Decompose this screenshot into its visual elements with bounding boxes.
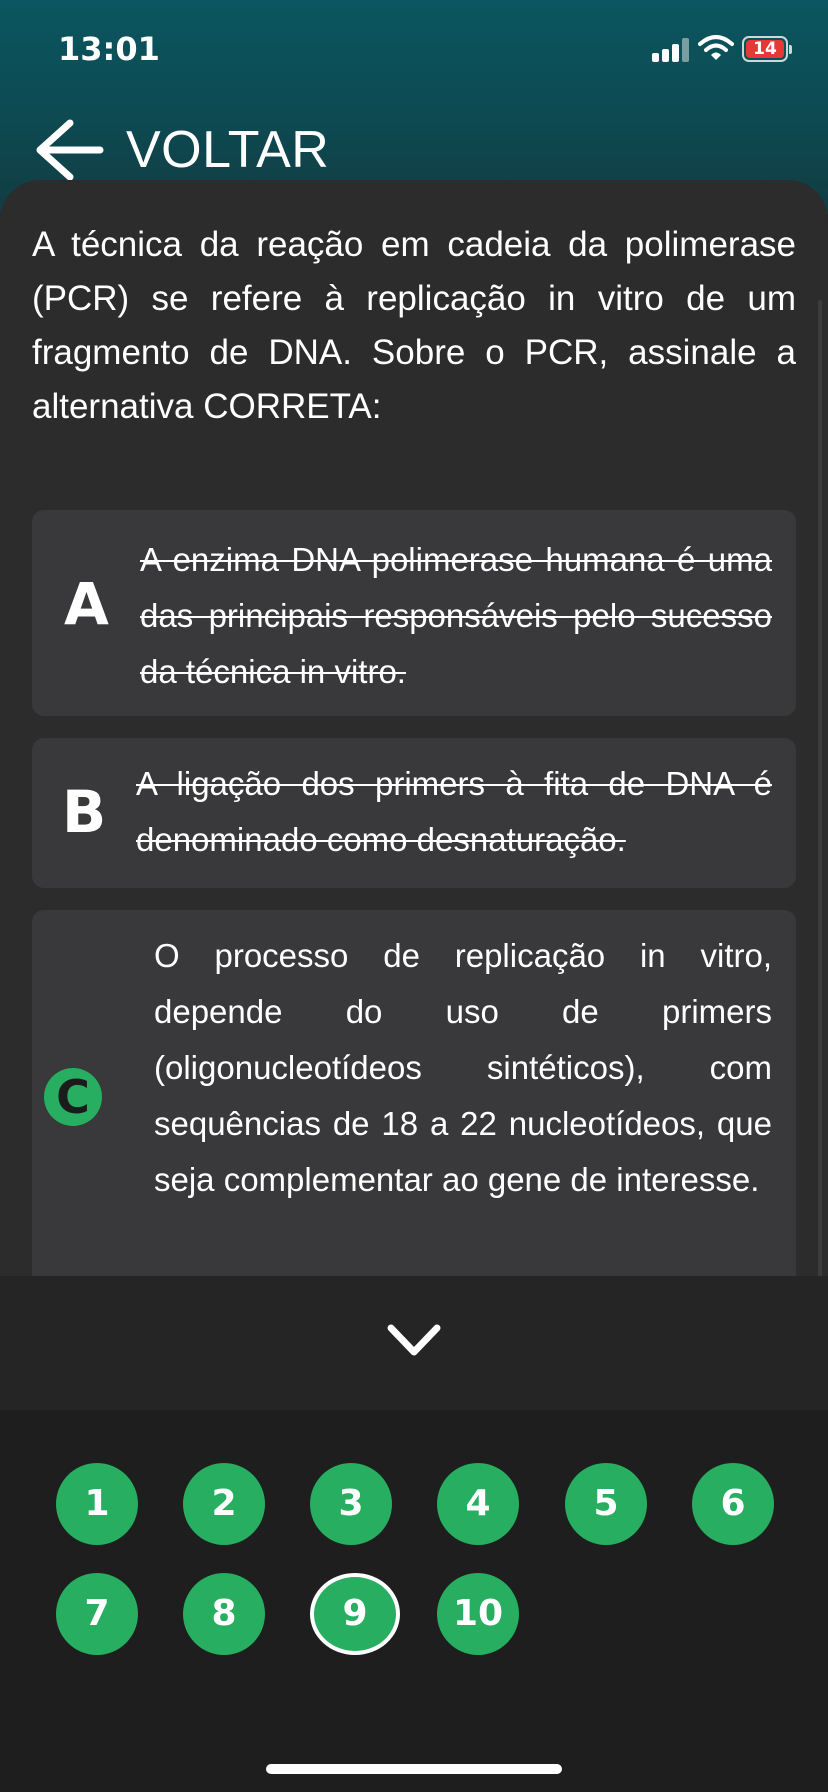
question-number-3[interactable]: 3	[310, 1463, 392, 1545]
battery-charging-icon	[742, 36, 788, 62]
option-letter: A	[64, 570, 109, 638]
question-number-1[interactable]: 1	[56, 1463, 138, 1545]
signal-icon	[652, 38, 690, 62]
option-c[interactable]	[32, 910, 796, 1290]
option-text: O processo de replicação in vitro, depende do uso de primers (oligonucleotídeos sintéticos), com sequências de 18 a 22 nucleotídeos, que seja complementar ao gene de interesse.	[154, 937, 772, 1198]
question-text: A técnica da reação em cadeia da polimerase (PCR) se refere à replicação in vitro de um fragmento de DNA. Sobre o PCR, assinale a alternativa CORRETA:	[32, 225, 796, 426]
option-a[interactable]	[32, 510, 796, 716]
question-number-7[interactable]: 7	[56, 1573, 138, 1655]
battery-level: 14	[746, 40, 784, 58]
arrow-left-icon	[32, 115, 104, 185]
status-time: 13:01	[58, 30, 160, 68]
option-b[interactable]	[32, 738, 796, 888]
question-number-4[interactable]: 4	[437, 1463, 519, 1545]
option-text: A ligação dos primers à fita de DNA é denominado como desnaturação.	[136, 765, 772, 858]
question-number-9-current[interactable]: 9	[310, 1573, 400, 1655]
option-letter: B	[62, 778, 107, 846]
question-number-10[interactable]: 10	[437, 1573, 519, 1655]
question-number-5[interactable]: 5	[565, 1463, 647, 1545]
question-number-2[interactable]: 2	[183, 1463, 265, 1545]
chevron-down-icon	[385, 1320, 443, 1360]
option-letter-selected: C	[44, 1068, 102, 1126]
question-number-6[interactable]: 6	[692, 1463, 774, 1545]
option-text: A enzima DNA polimerase humana é uma das principais responsáveis pelo sucesso da técnica in vitro.	[140, 541, 772, 690]
wifi-icon	[698, 34, 734, 62]
question-number-8[interactable]: 8	[183, 1573, 265, 1655]
back-button[interactable]	[32, 115, 329, 185]
back-label: VOLTAR	[126, 121, 330, 179]
home-indicator	[266, 1764, 562, 1774]
collapse-button[interactable]	[0, 1276, 828, 1410]
